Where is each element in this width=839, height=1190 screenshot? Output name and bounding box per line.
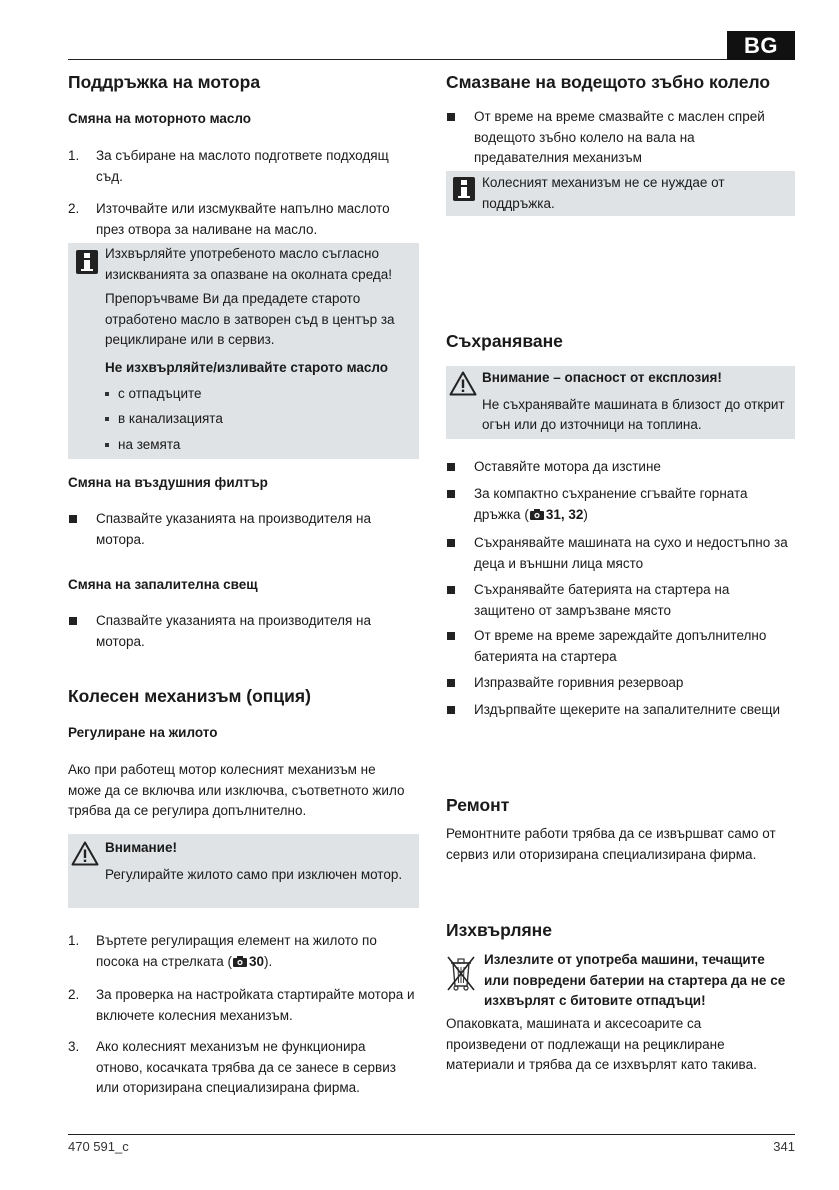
figure-ref: 30 [248,953,265,969]
bullet-square [69,617,77,625]
list-item: в канализацията [105,409,405,430]
step-number: 1. [68,933,80,948]
bullet-square [447,113,455,121]
air-filter-title: Смяна на въздушния филтър [68,475,268,490]
wheel-drive-title: Колесен механизъм (опция) [68,686,311,706]
warning-title: Внимание! [105,840,177,855]
list-item: Спазвайте указанията на производителя на мотора. [68,509,413,550]
maintenance-title: Поддръжка на мотора [68,72,261,92]
list-item: Съхранявайте машината на сухо и недостъпно за деца и външни лица място [446,533,791,574]
step-number: 2. [68,987,80,1002]
footer-rule [68,1134,795,1135]
disposal-text: Опаковката, машината и аксесоарите са произведени от подлежащи на рециклиране материали и трябва да се изхвърлят като такива. [446,1016,757,1072]
step-text: За събиране на маслото подгответе подходящ съд. [96,148,389,184]
bullet-square [447,679,455,687]
list-item: Изпразвайте горивния резервоар [446,673,791,694]
list-item: Оставяйте мотора да изстине [446,457,791,478]
list-item: За компактно съхранение сгъвайте горната дръжка ( 31, 32) [446,484,791,526]
warning-note [68,834,419,908]
crossed-bin-icon [446,953,476,998]
bullet-square [447,463,455,471]
step-text: Източвайте или изсмуквайте напълно маслото през отвора за наливане на масло. [96,201,390,237]
camera-icon [233,953,247,974]
step-number: 2. [68,201,80,216]
disposal-warning: Излезлите от употреба машини, течащите или повредени батерии на стартера да не се изхвърлят с битовите отпадъци! [484,952,786,1008]
list-item: От време на време смазвайте с маслен спрей водещото зъбно колело на вала на предавателния механизъм [446,107,766,169]
info-paragraph: Изхвърляйте употребеното масло съгласно изискванията за опазване на околната среда! [105,246,393,282]
warning-icon [449,371,477,401]
list-item [68,199,413,240]
bullet-square [69,515,77,523]
spark-plug-title: Смяна на запалителна свещ [68,577,258,592]
language-badge: BG [727,31,795,60]
info-bold-line: Не изхвърляйте/изливайте старото масло [105,359,389,375]
disposal-title: Изхвърляне [446,920,552,940]
info-note [68,243,419,459]
info-note-text [105,244,411,378]
doc-code: 470 591_c [68,1139,129,1154]
warning-text: Регулирайте жилото само при изключен мотор. [105,866,403,882]
bullet-square [447,586,455,594]
warning-text: Не съхранявайте машината в близост до открит огън или до източници на топлина. [482,396,785,432]
info-icon [76,250,98,279]
step-number: 3. [68,1039,80,1054]
cable-adjust-intro: Ако при работещ мотор колесният механизъм не може да се включва или изключва, съответното жило трябва да се регулира допълнително. [68,762,405,818]
list-item: От време на време зареждайте допълнително батерията на стартера [446,626,791,667]
step-number: 1. [68,148,80,163]
oil-change-title: Смяна на моторното масло [68,111,252,126]
bullet-dot [105,392,109,396]
list-item [68,146,413,187]
warning-icon [71,841,99,871]
gear-lube-title: Смазване на водещото зъбно колело [446,72,771,92]
repair-text: Ремонтните работи трябва да се извършват само от сервиз или оторизирана специализирана фирма. [446,826,776,862]
list-item: Издърпвайте щекерите на запалителните свещи [446,700,796,721]
info-icon [453,177,475,206]
camera-icon [530,506,544,527]
warning-note [446,366,795,439]
bullet-dot [105,417,109,421]
bullet-square [447,539,455,547]
bullet-square [447,706,455,714]
repair-title: Ремонт [446,795,510,815]
info-paragraph: Препоръчваме Ви да предадете старото отработено масло в затворен съд в център за рециклиране или в сервиз. [105,291,395,347]
bullet-dot [105,443,109,447]
step-text: Ако колесният механизъм не функционира отново, косачката трябва да се занесе в сервиз или оторизирана специализирана фирма. [96,1039,396,1095]
warning-title: Внимание – опасност от експлозия! [482,370,722,385]
info-note [446,171,795,216]
list-item: 1. Въртете регулиращия елемент на жилото по посока на стрелката ( 30). [68,931,413,973]
header-rule [68,59,795,60]
list-item: на земята [105,435,405,456]
list-item [68,985,418,1026]
storage-title: Съхраняване [446,331,563,351]
cable-adjust-title: Регулиране на жилото [68,725,218,740]
bullet-square [447,490,455,498]
step-text: За проверка на настройката стартирайте мотора и включете колесния механизъм. [96,987,415,1023]
info-note-text: Колесният механизъм не се нуждае от поддръжка. [482,175,725,211]
page-number: 341 [773,1139,795,1154]
list-item: Съхранявайте батерията на стартера на защитено от замръзване място [446,580,791,621]
list-item [68,1037,413,1099]
list-item: с отпадъците [105,384,405,405]
list-item: Спазвайте указанията на производителя на мотора. [68,611,413,652]
bullet-square [447,632,455,640]
figure-ref: 31, 32 [545,506,584,522]
